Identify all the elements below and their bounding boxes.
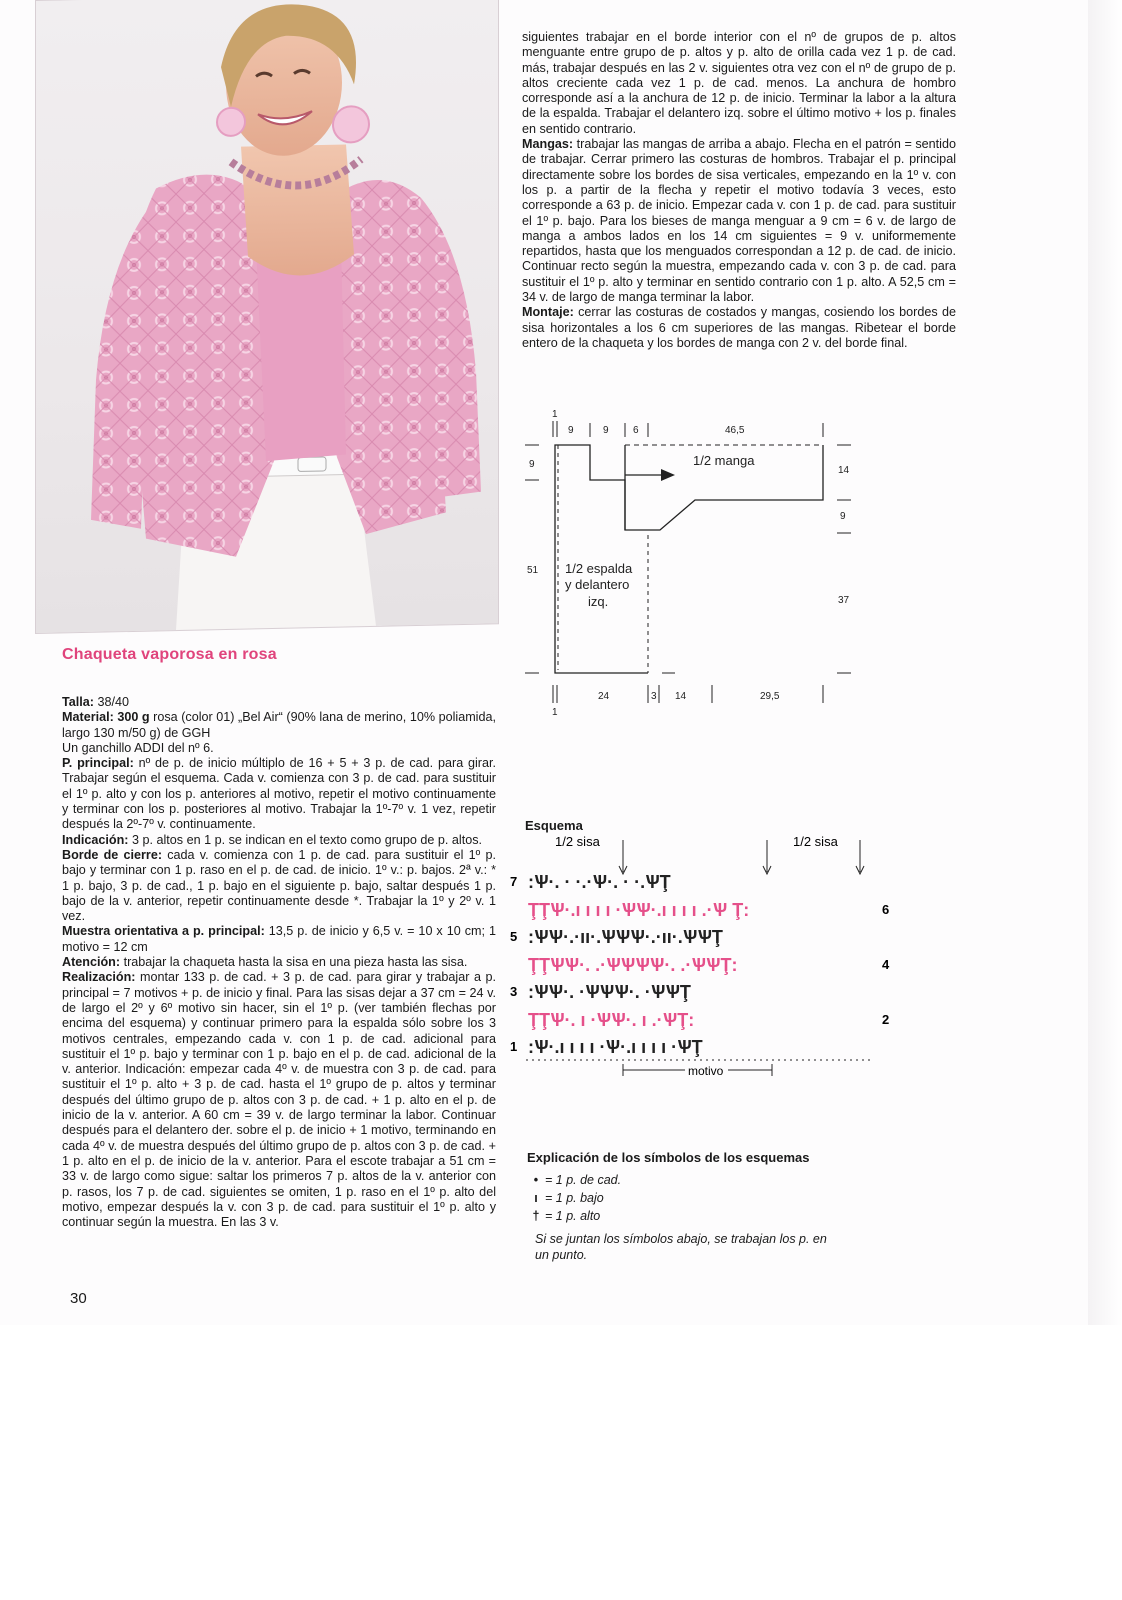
- chain-symbol-icon: •: [533, 1173, 539, 1187]
- schematic-right-label: 37: [838, 595, 850, 606]
- schematic-left-label: 51: [527, 565, 539, 576]
- paragraph-punto-principal: P. principal: nº de p. de inicio múltiplo de 16 + 5 + 3 p. de cad. para girar. Trabajar según el esquema. Cada v. comienza con 3 p. de cad. para sustituir el 1º p. alto y con los p. anteriores al motivo, repetir el motivo continuamente y terminar con los p. posteriores al motivo. Trabajar la 1º-7º v. 1 vez, repetir después la 2º-7º v. continuamente.: [62, 756, 496, 832]
- stitch-row-1: :Ѱ·.ı ı ı ı ·Ѱ·.ı ı ı ı ·ѰŢ: [528, 1037, 703, 1057]
- model-illustration: [36, 0, 498, 633]
- row-number: 4: [882, 957, 890, 972]
- paragraph-indicacion: Indicación: 3 p. altos en 1 p. se indican en el texto como grupo de p. altos.: [62, 832, 483, 847]
- schematic-right-label: 9: [840, 511, 846, 522]
- stitch-row-4: ŢŢѰѰ·. .·ѰѰѰѰ·. .·ѰѰŢ:: [528, 955, 738, 975]
- model-photo: [35, 0, 499, 634]
- schematic-bottom-label: 3: [651, 691, 657, 702]
- motivo-label: motivo: [688, 1064, 724, 1078]
- instructions-right-column: [522, 30, 956, 351]
- direction-arrowhead: [661, 469, 675, 481]
- paragraph-borde-cierre: Borde de cierre: cada v. comienza con 1 p. de cad. para sustituir el 1º p. bajo y terminar con 1 p. raso en el p. de cad. de inicio. 1º v.: p. bajos. 2ª v.: * 1 p. bajo, 3 p. de cad., 1 p. bajo en el siguiente p. bajo, saltar después 1 p. bajo de la v. anterior, repetir continuamente desde *. Trabajar la 1º y 2º v. 1 vez.: [62, 847, 497, 924]
- body-label: 1/2 espalda: [565, 561, 633, 576]
- sisa-left-label: 1/2 sisa: [555, 834, 600, 849]
- legend-item-text: = 1 p. alto: [545, 1209, 601, 1223]
- row-number: 1: [510, 1039, 518, 1054]
- symbol-legend: [527, 1150, 835, 1263]
- row-number: 5: [510, 929, 518, 944]
- article-title: Chaqueta vaporosa en rosa: [62, 646, 277, 663]
- legend-title: Explicación de los símbolos de los esquemas: [527, 1150, 810, 1165]
- row-number: 7: [510, 874, 518, 889]
- stitch-row-3: :ѰѰ·. ·ѰѰѰ·. ·ѰѰŢ: [528, 982, 691, 1002]
- schematic-bottom-label: 1: [552, 707, 558, 718]
- shoulder-outline: [555, 445, 625, 530]
- page-number: 30: [70, 1290, 87, 1307]
- schematic-top-label: 1: [552, 409, 558, 420]
- legend-item-text: = 1 p. bajo: [545, 1191, 604, 1205]
- sleeve-label: 1/2 manga: [693, 453, 755, 468]
- schematic-bottom-label: 29,5: [760, 691, 780, 702]
- paragraph-ganchillo: Un ganchillo ADDI del nº 6.: [62, 740, 214, 755]
- schematic-left-label: 9: [529, 459, 535, 470]
- schematic-top-label: 9: [568, 425, 574, 436]
- legend-item-text: = 1 p. de cad.: [545, 1173, 622, 1187]
- schematic-top-label: 46,5: [725, 425, 745, 436]
- row-number: 2: [882, 1012, 890, 1027]
- stitch-row-7: :Ѱ·. · ·.·Ѱ·. · ·.ѰŢ: [528, 872, 671, 892]
- sisa-right-label: 1/2 sisa: [793, 834, 838, 849]
- paragraph-realizacion: Realización: montar 133 p. de cad. + 3 p. de cad. para girar y trabajar a p. principal = 7 motivos + p. de inicio y final. Para las sisas dejar a 37 cm = 24 v. de largo el 2º y 6º motivo sin hacer, sin el 1º p. (ver también flechas por encima del esquema) y continuar primero para la espalda sólo sobre los 3 motivos centrales, empezando cada v. con 1 p. de cad. adicional para sustituir el 1º p. bajo y terminar con 1 p. bajo en el p. de cad. adicional de la v. anterior. Indicación: empezar cada 4º v. de muestra con 3 p. de cad. para sustituir el 1º p. alto + 3 p. de cad. hasta el 1º grupo de p. altos y terminar después del último grupo de p. altos con 3 p. de cad. + 1 p. alto en el p. de inicio de la v. anterior. A 60 cm = 39 v. de largo terminar la labor. Continuar después para el delantero der. sobre el p. de inicio + 1 motivo, terminando en cada 4º v. de muestra después del último grupo de p. altos con 3 p. de cad. + 1 p. alto en el p. de inicio de la v. anterior. Para el escote trabajar a 51 cm = 33 v. de largo como sigue: saltar los primeros 7 p. altos de la v. anterior con p. rasos, los 7 p. de cad. siguientes se omiten, 1 p. raso en el 1º p. alto del motivo, empezar después la v. con 3 p. de cad. para sustituir el 1º p. alto y continuar según la muestra. En las 3 v.: [62, 970, 496, 1230]
- single-crochet-symbol-icon: ı: [534, 1191, 538, 1205]
- instructions-left-column: [62, 695, 496, 1230]
- schematic-bottom-label: 14: [675, 691, 687, 702]
- row-number: 6: [882, 902, 890, 917]
- paragraph-atencion: Atención: trabajar la chaqueta hasta la sisa en una pieza hasta las sisa.: [62, 955, 468, 970]
- page-edge: [1088, 0, 1122, 1325]
- esquema-title: Esquema: [525, 818, 583, 833]
- schematic-bottom-label: 24: [598, 691, 610, 702]
- double-crochet-symbol-icon: †: [532, 1209, 540, 1223]
- stitch-row-5: :ѰѰ·.·ıı·.ѰѰѰ·.·ıı·.ѰѰŢ: [528, 927, 723, 947]
- schematic-right-label: 14: [838, 465, 850, 476]
- legend-item: [527, 1171, 835, 1189]
- schematic-top-label: 6: [633, 425, 639, 436]
- paragraph-continuation: siguientes trabajar en el borde interior con el nº de grupos de p. altos menguante entre grupo de p. altos y p. alto de orilla cada vez 1 p. de cad. más, trabajar después en las 2 v. siguientes otra vez con el nº de grupo de p. altos creciente cada vez 1 p. de cad. menos. La anchura de hombro corresponde así a la anchura de 12 p. de inicio. Terminar la labor a la altura de la espalda. Trabajar el delantero izq. sobre el último motivo + los p. finales en sentido contrario.: [522, 30, 956, 136]
- row-number: 3: [510, 984, 518, 999]
- schematic-top-label: 9: [603, 425, 609, 436]
- stitch-chart: [510, 832, 900, 1082]
- stitch-row-2: ŢŢѰ·. ı ·ѰѰ·. ı .·ѰŢ:: [528, 1010, 695, 1030]
- legend-item: [527, 1189, 835, 1207]
- paragraph-mangas: Mangas: trabajar las mangas de arriba a abajo. Flecha en el patrón = sentido de trabajar. Cerrar primero las costuras de hombros. Trabajar el p. principal directamente sobre los bordes de sisa verticales, empezando en la 1º v. con los p. a partir de la flecha y repetir el motivo todavía 3 veces, esto corresponde a 63 p. de inicio. Empezar cada v. con 1 p. de cad. para sustituir el 1º p. bajo. Para los bieses de manga menguar a 9 cm = 6 v. de largo de manga a ambos lados en los 14 cm siguientes = 9 v. uniformemente repartidos, hasta que los menguados correspondan a 12 p. de cad. de inicio. Continuar recto según la muestra, empezando cada v. con 3 p. de cad. para sustituir el 1º p. alto y terminar en sentido contrario con 1 p. alto. A 52,5 cm = 34 v. de largo de manga terminar la labor.: [522, 137, 956, 305]
- legend-note: Si se juntan los símbolos abajo, se trabajan los p. en un punto.: [535, 1232, 827, 1262]
- paragraph-montaje: Montaje: cerrar las costuras de costados y mangas, cosiendo los bordes de sisa horizontales a los 6 cm superiores de las mangas. Ribetear el borde entero de la chaqueta y los bordes de manga con 2 v. del borde final.: [522, 305, 956, 350]
- legend-item: [527, 1207, 835, 1225]
- paragraph-material: Material: 300 g rosa (color 01) „Bel Air“ (90% lana de merino, 10% poliamida, largo 130 m/50 g) de GGH: [62, 710, 496, 740]
- paragraph-talla: Talla: 38/40: [62, 695, 129, 709]
- pattern-schematic: [525, 405, 865, 725]
- body-label: izq.: [588, 594, 609, 609]
- body-label: y delantero: [565, 577, 630, 592]
- paragraph-muestra: Muestra orientativa a p. principal: 13,5 p. de inicio y 6,5 v. = 10 x 10 cm; 1 motivo = 12 cm: [62, 924, 496, 954]
- stitch-row-6: ŢŢѰ·.ı ı ı ı ·ѰѰ·.ı ı ı ı .·Ѱ Ţ:: [528, 900, 750, 920]
